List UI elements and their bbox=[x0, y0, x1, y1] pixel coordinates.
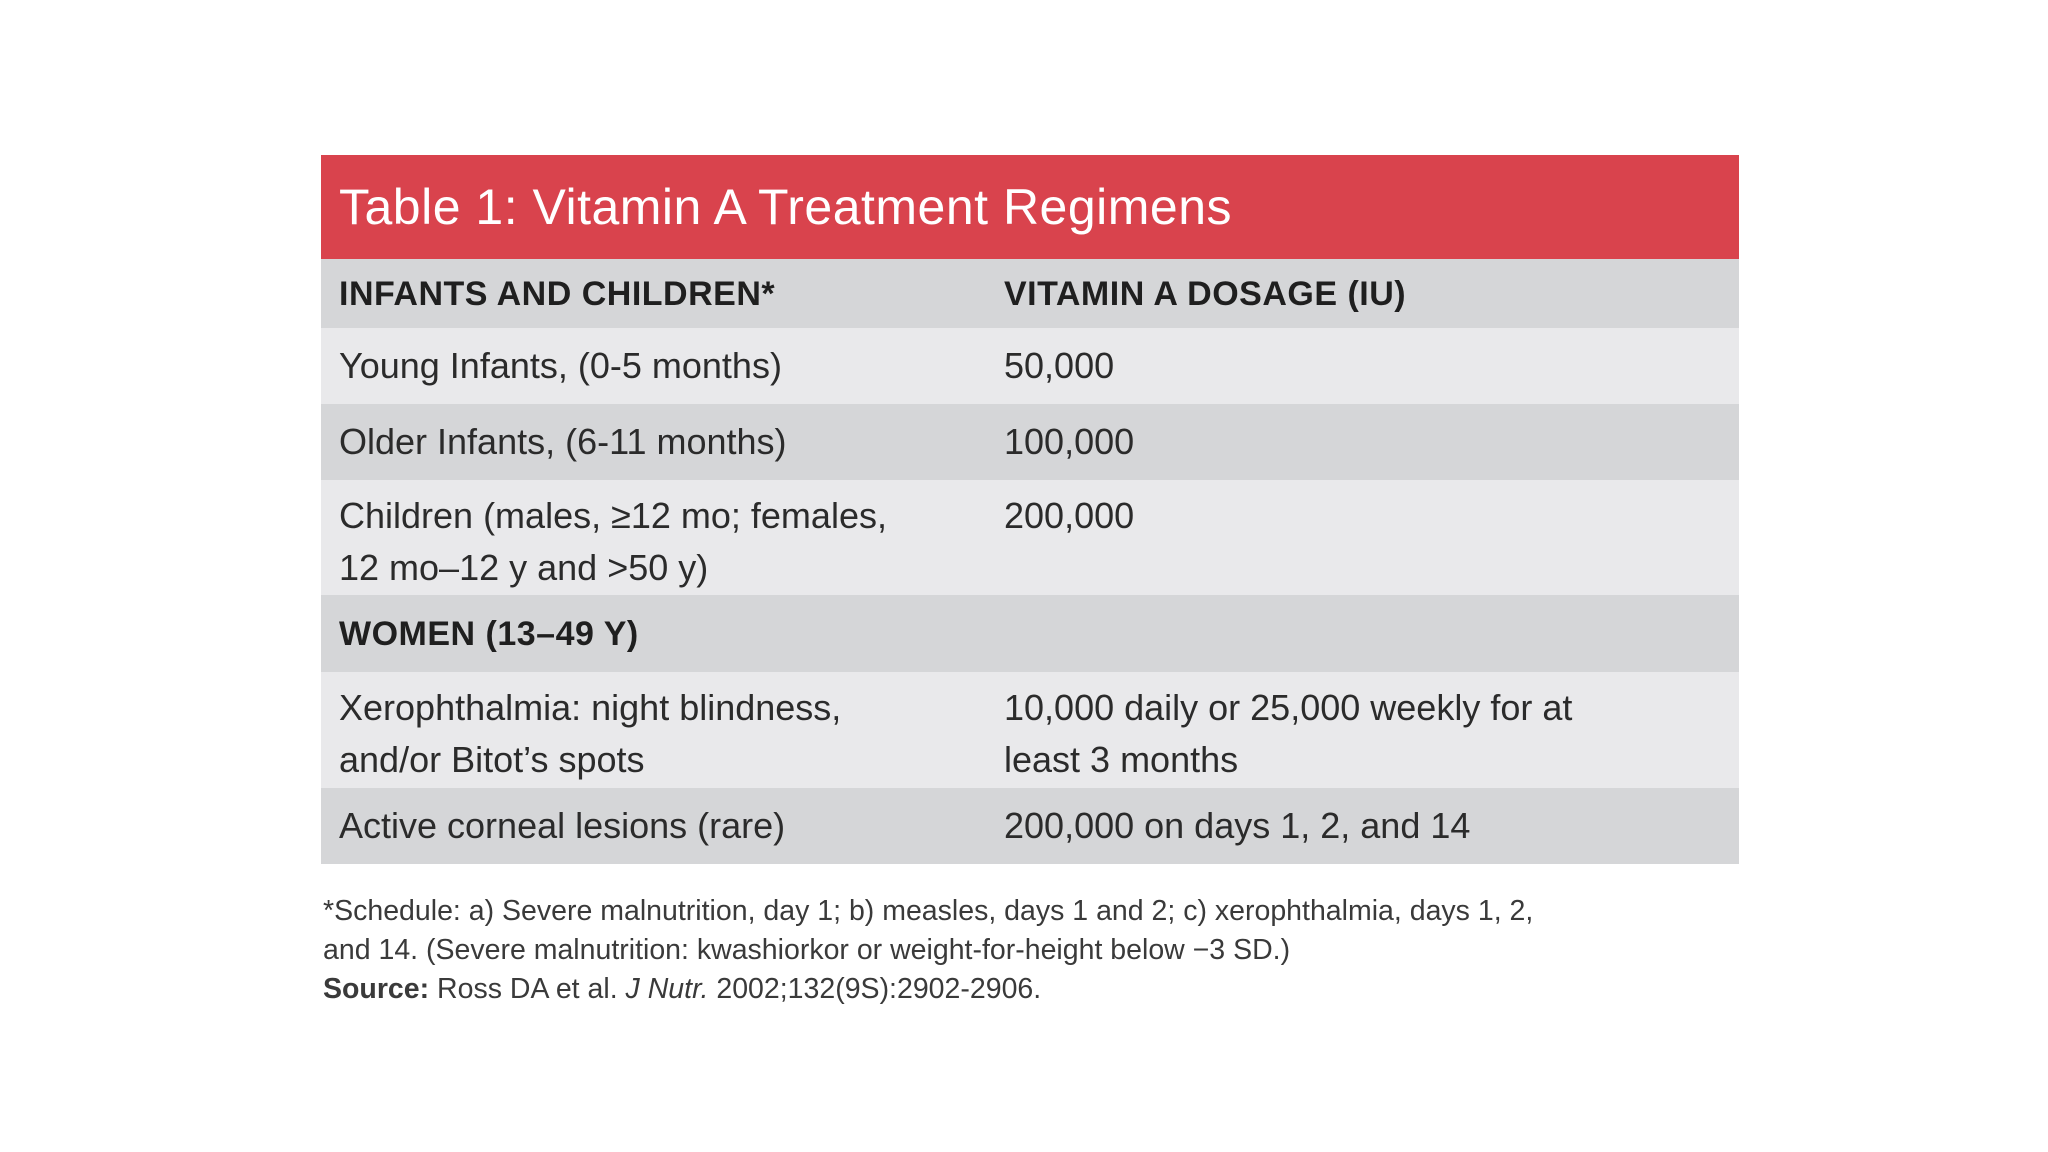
row-dosage-children: 200,000 bbox=[1004, 495, 1135, 536]
row-dosage-xerophthalmia-line1: 10,000 daily or 25,000 weekly for at bbox=[1004, 687, 1573, 728]
row-dosage-older-infants: 100,000 bbox=[1004, 421, 1135, 462]
table-title-bar bbox=[321, 155, 1739, 259]
footnote-schedule-line1: *Schedule: a) Severe malnutrition, day 1; b) measles, days 1 and 2; c) xerophthalmia, days 1, 2, bbox=[323, 895, 1534, 927]
row-group-children bbox=[321, 490, 1004, 594]
row-dosage-xerophthalmia-line2: least 3 months bbox=[1004, 739, 1239, 780]
row-group-xerophthalmia-line2: and/or Bitot’s spots bbox=[339, 739, 645, 780]
source-journal: J Nutr. bbox=[625, 973, 709, 1005]
table-title: Table 1: Vitamin A Treatment Regimens bbox=[339, 179, 1233, 235]
table-row bbox=[321, 328, 1739, 404]
row-group-xerophthalmia-line1: Xerophthalmia: night blindness, bbox=[339, 687, 842, 728]
row-group-corneal-lesions: Active corneal lesions (rare) bbox=[339, 805, 786, 846]
row-dosage-young-infants: 50,000 bbox=[1004, 345, 1115, 386]
section-women-label: WOMEN (13–49 Y) bbox=[339, 614, 639, 653]
table-row bbox=[321, 480, 1739, 595]
table-row bbox=[321, 672, 1739, 788]
row-group-children-line2: 12 mo–12 y and >50 y) bbox=[339, 547, 709, 588]
row-dosage-xerophthalmia bbox=[1004, 682, 1739, 786]
table-header-row bbox=[321, 259, 1739, 328]
footnote-source bbox=[323, 970, 1739, 1009]
row-group-older-infants: Older Infants, (6-11 months) bbox=[339, 421, 787, 462]
source-citation: 2002;132(9S):2902-2906. bbox=[716, 973, 1042, 1005]
header-vitamin-a-dosage: VITAMIN A DOSAGE (IU) bbox=[1004, 274, 1407, 313]
section-header-women bbox=[321, 595, 1739, 672]
row-dosage-corneal-lesions: 200,000 on days 1, 2, and 14 bbox=[1004, 805, 1471, 846]
header-infants-and-children: INFANTS AND CHILDREN* bbox=[339, 274, 776, 313]
row-group-xerophthalmia bbox=[321, 682, 1004, 786]
source-label: Source: bbox=[323, 973, 430, 1005]
footnote-schedule-line2: and 14. (Severe malnutrition: kwashiorkor or weight-for-height below −3 SD.) bbox=[323, 934, 1291, 966]
row-group-children-line1: Children (males, ≥12 mo; females, bbox=[339, 495, 887, 536]
row-group-young-infants: Young Infants, (0-5 months) bbox=[339, 345, 782, 386]
table-row bbox=[321, 404, 1739, 480]
table-row bbox=[321, 788, 1739, 864]
table-footnote bbox=[321, 892, 1739, 1009]
vitamin-a-table bbox=[321, 155, 1739, 1009]
source-authors: Ross DA et al. bbox=[437, 973, 618, 1005]
